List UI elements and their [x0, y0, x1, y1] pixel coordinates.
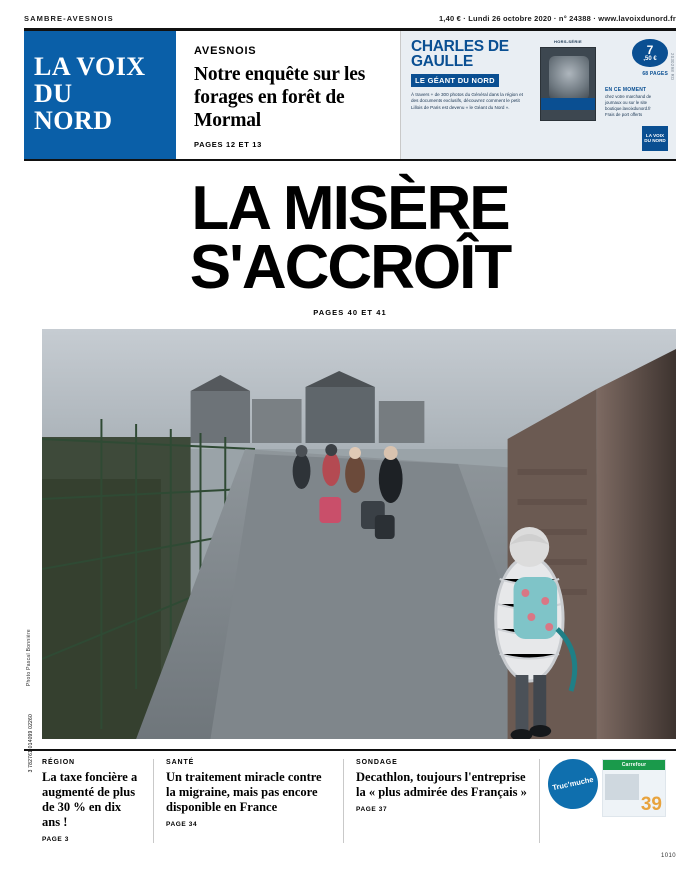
portrait-shape: [549, 56, 589, 100]
teaser-headline: Decathlon, toujours l'entreprise la « plus admirée des Français »: [356, 769, 527, 799]
main-headline-pages: PAGES 40 ET 41: [313, 307, 387, 317]
teaser-kicker: SANTÉ: [166, 758, 195, 766]
ad-pages-badge: 68 PAGES: [642, 71, 668, 78]
teaser-headline: La taxe foncière a augmenté de plus de 30 % en dix ans !: [42, 769, 138, 829]
main-headline-line-2: S'ACCROÎT: [189, 233, 511, 303]
price-badge: [632, 39, 668, 68]
teaser-kicker: SONDAGE: [356, 758, 398, 766]
advertisement-charles-de-gaulle[interactable]: [401, 31, 676, 159]
price-value: 7: [646, 42, 654, 57]
top-teaser[interactable]: [176, 31, 401, 159]
ad-promo-block: [605, 87, 668, 118]
promo-product-image: [605, 774, 639, 800]
teaser-page: PAGE 37: [356, 805, 388, 813]
ad-cover-label: HORS-SÉRIE: [554, 38, 582, 44]
ad-promo-text: chez votre marchand de journaux ou sur le site boutique.lavoixdunord.fr: [605, 94, 652, 112]
ad-cover-column: [537, 39, 599, 151]
ad-left-column: [411, 39, 531, 151]
teaser-page: PAGE 3: [42, 835, 69, 843]
teaser-kicker: AVESNOIS: [194, 44, 257, 57]
ad-title: CHARLES DE GAULLE: [411, 37, 509, 70]
bottom-promo-area[interactable]: [540, 759, 676, 843]
teaser-pages: PAGES 12 ET 13: [194, 139, 263, 149]
issue-info: 1,40 € · Lundi 26 octobre 2020 · n° 24388 · www.lavoixdunord.fr: [438, 14, 676, 23]
masthead-row: [24, 31, 676, 161]
bottom-teaser-region[interactable]: [24, 759, 154, 843]
lead-photo: [42, 329, 676, 739]
logo-line-1: LA VOIX: [34, 52, 146, 82]
price-cents: ,50 €: [643, 55, 657, 62]
main-headline-block: [24, 161, 676, 321]
edition-label: SAMBRE-AVESNOIS: [24, 14, 114, 23]
promo-number: 39: [640, 793, 662, 815]
ad-brand-logo: LA VOIX DU NORD: [642, 126, 668, 150]
carrefour-label: Carrefour: [603, 760, 665, 770]
teaser-headline: Un traitement miracle contre la migraine, mais pas encore disponible en France: [166, 769, 322, 814]
ad-promo-head: EN CE MOMENT: [605, 87, 647, 94]
ad-right-column: [605, 39, 668, 151]
bottom-teaser-sante[interactable]: [154, 759, 344, 843]
ad-body-text: À travers + de 300 photos du Général dans la région et des documents exclusifs, découvrez comment le petit Lillois de Paris est devenu « le Géant du Nord ».: [411, 91, 523, 110]
ad-reference-code: 2030298 RD: [670, 52, 675, 81]
ad-promo-note: Frais de port offerts: [605, 112, 643, 118]
teaser-page: PAGE 34: [166, 820, 198, 828]
trucmuche-logo[interactable]: Truc'muche: [543, 754, 602, 813]
logo-line-2: DU: [34, 79, 73, 109]
teaser-kicker: RÉGION: [42, 758, 76, 766]
topbar: [24, 0, 676, 28]
ad-subtitle: LE GÉANT DU NORD: [411, 74, 499, 87]
main-headline-line-1: LA MISÈRE: [191, 173, 509, 243]
barcode-number: 3 782761 014099 02260: [28, 714, 34, 773]
logo-line-3: NORD: [34, 105, 113, 135]
photo-credit: Photo Pascal Bonnière: [26, 629, 32, 687]
bottom-teaser-row: [24, 749, 676, 859]
lead-photo-illustration: [42, 329, 676, 739]
page-number: 1010: [661, 852, 676, 859]
cover-band: [541, 98, 595, 110]
teaser-headline: Notre enquête sur les forages en forêt de Mormal: [194, 63, 366, 131]
carrefour-promo[interactable]: [602, 759, 666, 817]
newspaper-logo[interactable]: [24, 31, 176, 159]
magazine-cover-image: [540, 47, 596, 121]
bottom-teaser-sondage[interactable]: [344, 759, 540, 843]
logo-text: [24, 54, 176, 134]
